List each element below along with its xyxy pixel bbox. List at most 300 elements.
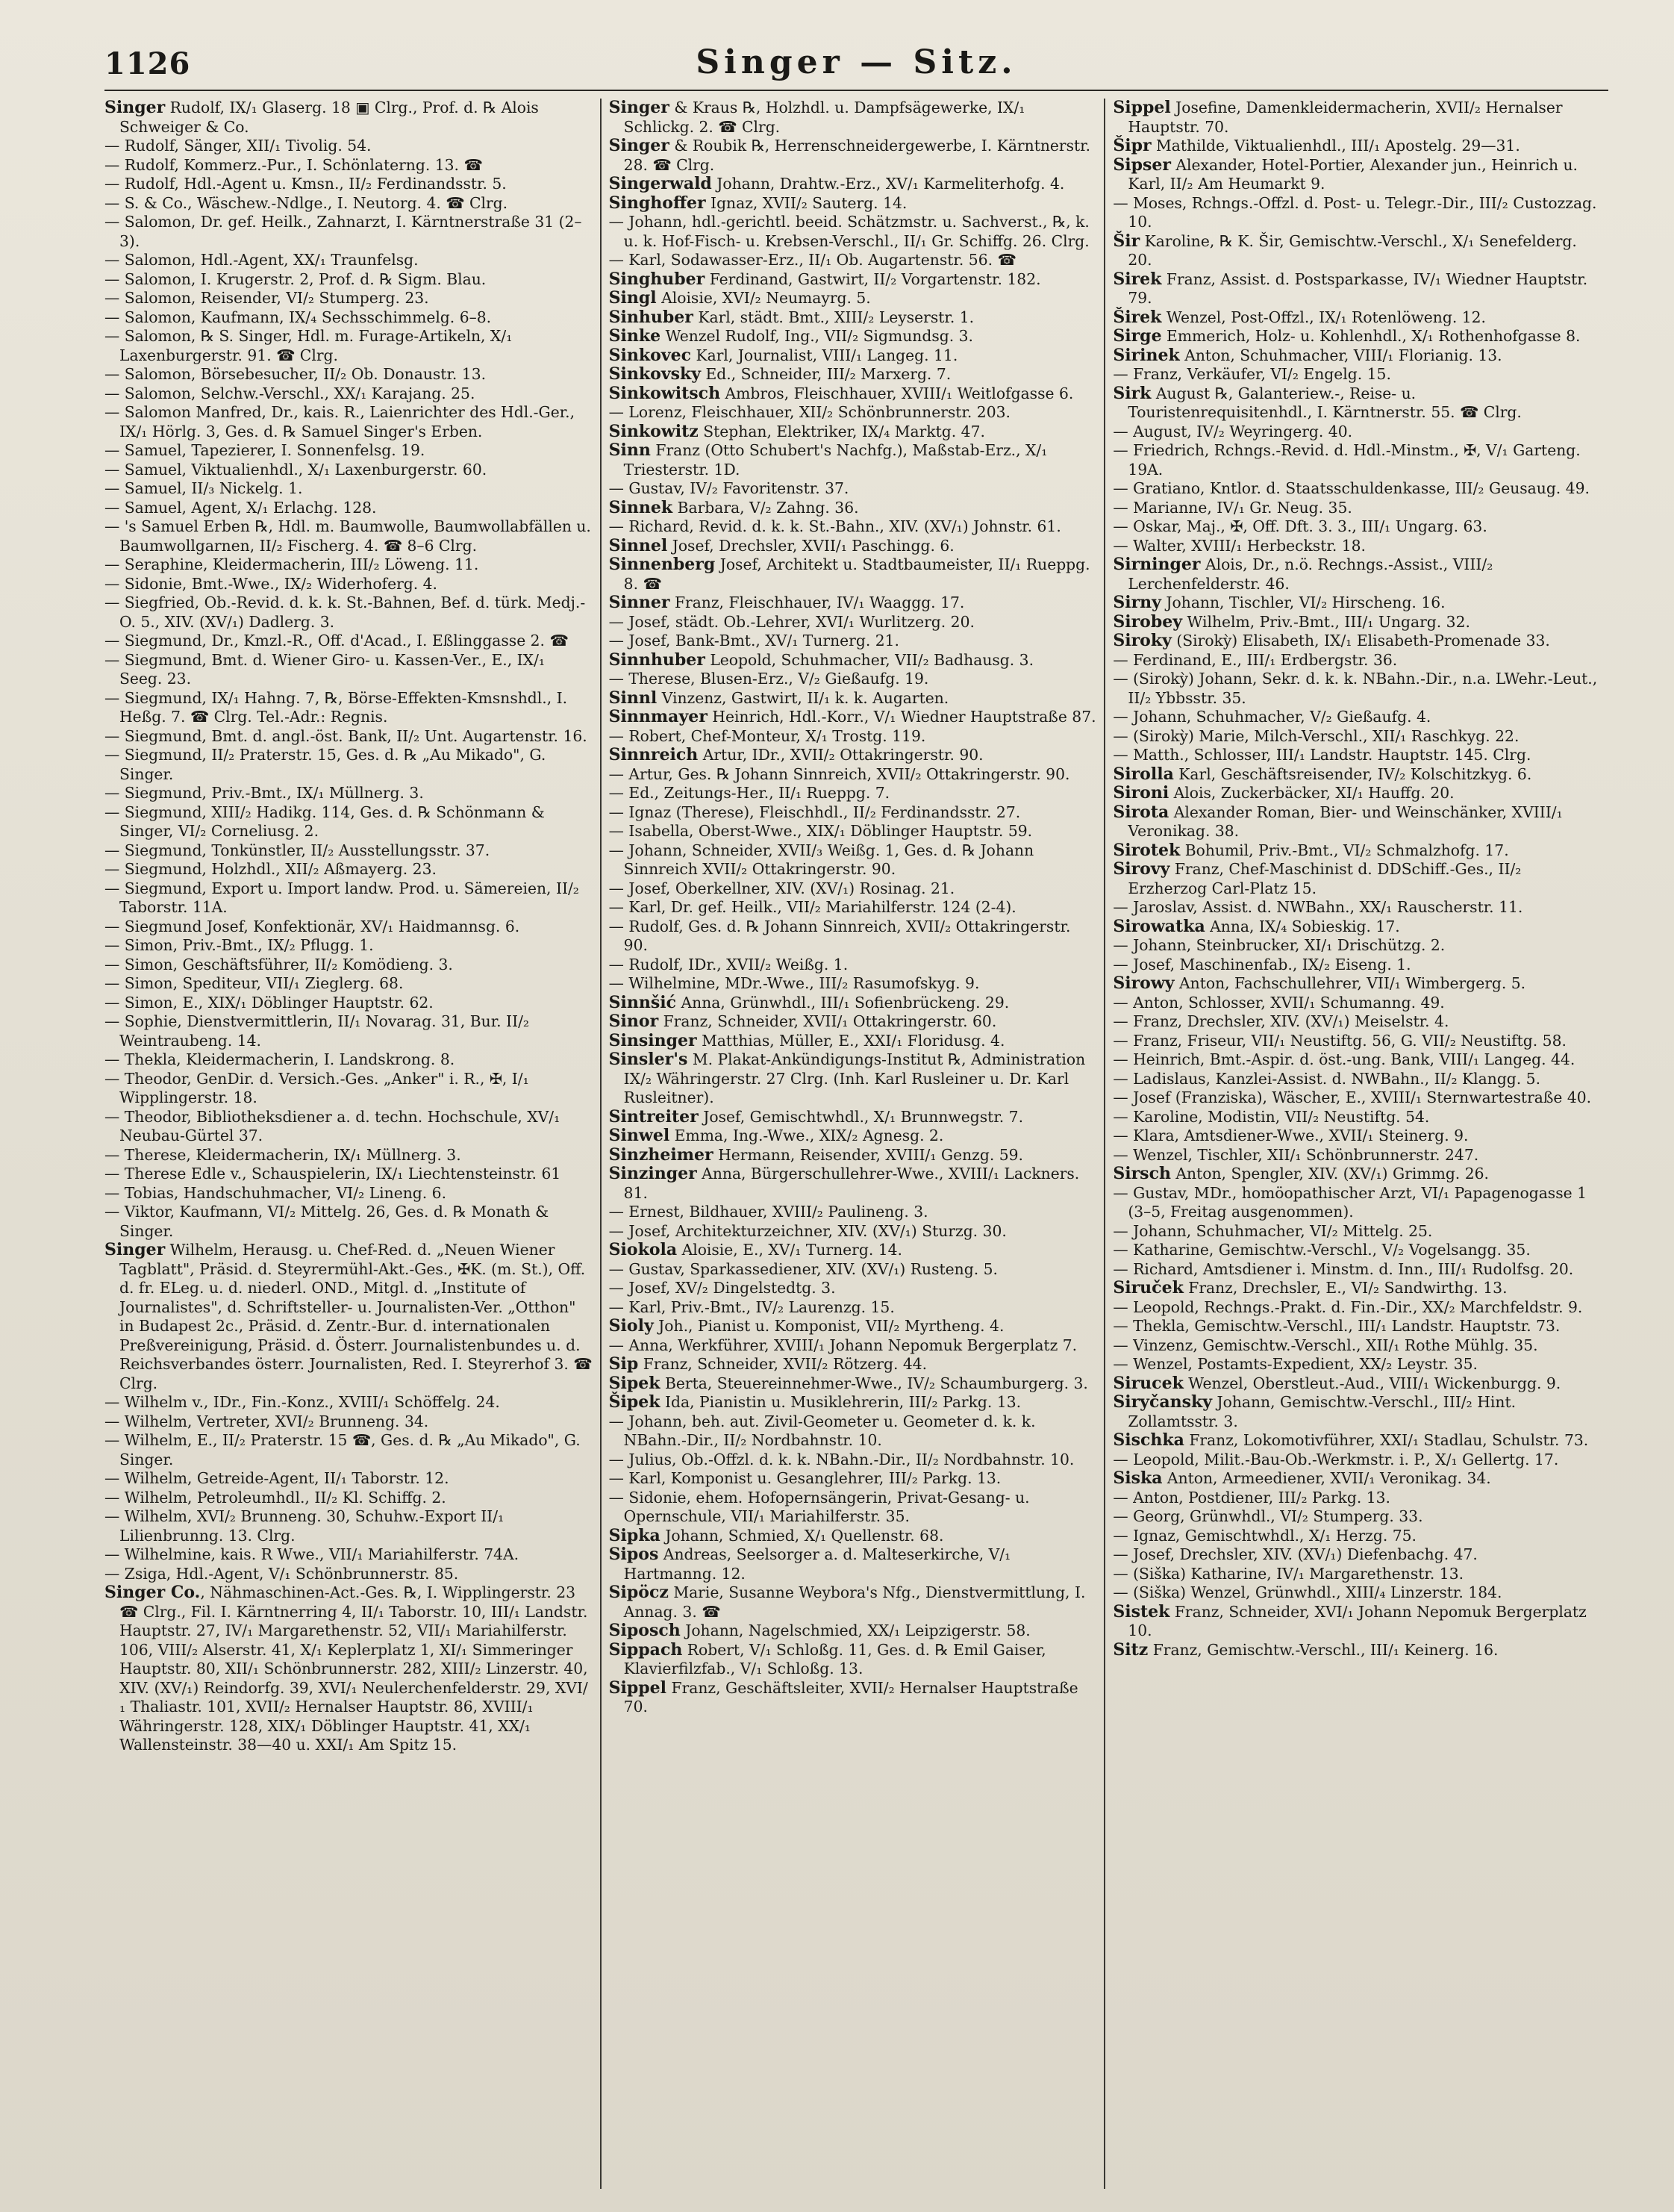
- directory-entry: [1113, 994, 1601, 1013]
- directory-entry: [1113, 327, 1601, 346]
- entry-text: Hermann, Reisender, XVIII/₁ Genzg. 59.: [713, 1145, 1023, 1164]
- entry-text: Anton, Schuhmacher, VIII/₁ Florianig. 13.: [1179, 346, 1502, 364]
- entry-surname: Sinkovec: [608, 345, 692, 365]
- entry-text: — Therese Edle v., Schauspielerin, IX/₁ Liechtensteinstr. 61: [104, 1165, 561, 1183]
- directory-entry: [609, 555, 1097, 593]
- entry-text: Franz, Schneider, XVII/₂ Rötzerg. 44.: [638, 1355, 928, 1373]
- directory-entry: [104, 441, 593, 461]
- directory-entry: [609, 441, 1097, 479]
- entry-surname: Sipos: [608, 1545, 659, 1564]
- directory-entry: [1113, 1527, 1601, 1546]
- directory-entry: [609, 1203, 1097, 1222]
- entry-text: — Gustav, IV/₂ Favoritenstr. 37.: [608, 479, 849, 497]
- directory-entry: [1113, 194, 1601, 232]
- entry-surname: Singer: [104, 1240, 166, 1259]
- entry-text: — 's Samuel Erben ℞, Hdl. m. Baumwolle, Baumwollabfällen u. Baumwollgarnen, II/₂ Fischerg. 4. ☎ 8–6 Clrg.: [104, 517, 591, 555]
- directory-entry: [104, 1431, 593, 1469]
- directory-entry: [1113, 632, 1601, 651]
- entry-text: — Wilhelm, E., II/₂ Praterstr. 15 ☎, Ges. d. ℞ „Au Mikado", G. Singer.: [104, 1431, 581, 1468]
- directory-entry: [609, 499, 1097, 518]
- entry-text: Wenzel Rudolf, Ing., VII/₂ Sigmundsg. 3.: [660, 327, 973, 345]
- entry-text: Johann, Schmied, X/₁ Quellenstr. 68.: [660, 1526, 944, 1545]
- directory-entry: [1113, 917, 1601, 937]
- entry-text: — Franz, Drechsler, XIV. (XV/₁) Meiselstr. 4.: [1113, 1012, 1449, 1030]
- entry-text: — Sidonie, Bmt.-Wwe., IX/₂ Widerhoferg. 4.: [104, 574, 437, 593]
- directory-entry: [104, 917, 593, 937]
- entry-text: Josef, Drechsler, XVII/₁ Paschingg. 6.: [667, 536, 955, 555]
- directory-entry: [104, 974, 593, 994]
- entry-text: — Georg, Grünwhdl., VI/₂ Stumperg. 33.: [1113, 1507, 1423, 1525]
- entry-text: — Karl, Dr. gef. Heilk., VII/₂ Mariahilferstr. 124 (2-4).: [608, 898, 1016, 916]
- entry-text: — Tobias, Handschuhmacher, VI/₂ Lineng. 6.: [104, 1183, 447, 1202]
- entry-text: Wenzel, Oberstleut.-Aud., VIII/₁ Wickenburgg. 9.: [1183, 1374, 1561, 1392]
- directory-entry: [609, 1298, 1097, 1318]
- entry-surname: Singer: [608, 99, 669, 117]
- directory-entry: [1113, 1108, 1601, 1127]
- entry-text: — (Sirokỳ) Marie, Milch-Verschl., XII/₁ Raschkyg. 22.: [1113, 726, 1520, 745]
- entry-text: — Salomon, Hdl.-Agent, XX/₁ Traunfelsg.: [104, 251, 419, 269]
- directory-entry: [1113, 1260, 1601, 1280]
- entry-text: — Rudolf, IDr., XVII/₂ Weißg. 1.: [608, 955, 849, 973]
- directory-entry: [609, 537, 1097, 556]
- entry-text: — Theodor, GenDir. d. Versich.-Ges. „Anker" i. R., ✠, I/₁ Wipplingerstr. 18.: [104, 1069, 529, 1106]
- directory-entry: [104, 1184, 593, 1203]
- entry-text: — (Siška) Wenzel, Grünwhdl., XIII/₄ Linzerstr. 184.: [1113, 1583, 1502, 1601]
- entry-text: Bohumil, Priv.-Bmt., VI/₂ Schmalzhofg. 17.: [1180, 841, 1509, 859]
- entry-text: , Nähmaschinen-Act.-Ges. ℞, I. Wipplingerstr. 23 ☎ Clrg., Fil. I. Kärntnerring 4, II/₁ Taborstr. 10, III/₁ Landstr. Hauptstr. 27, IV/₁ Margarethenstr. 52, VII/₁ Mariahilferstr. 106, VIII/₂ Alserstr. 41, X/₁ Keplerplatz 1, XI/₁ Simmeringer Hauptstr. 80, XII/₁ Schönbrunnerstr. 282, XIII/₂ Linzerstr. 40, XIV. (XV/₁) Reindorfg. 39, XVI/₁ Neulerchenfelderstr. 29, XVI/₁ Thaliastr. 101, XVII/₂ Hernalser Hauptstr. 86, XVIII/₁ Währingerstr. 128, XIX/₁ Döblinger Hauptstr. 41, XX/₁ Wallensteinstr. 38—40 u. XXI/₁ Am Spitz 15.: [119, 1583, 588, 1754]
- entry-text: Barbara, V/₂ Zahng. 36.: [672, 498, 859, 517]
- directory-entry: [1113, 1507, 1601, 1527]
- directory-entry: [609, 423, 1097, 442]
- directory-entry: [609, 1127, 1097, 1146]
- entry-surname: Sinzheimer: [608, 1144, 713, 1165]
- directory-entry: [609, 1374, 1097, 1394]
- entry-surname: Sirowy: [1113, 973, 1175, 993]
- directory-entry: [104, 175, 593, 194]
- directory-entry: [609, 841, 1097, 879]
- directory-entry: [609, 384, 1097, 404]
- directory-entry: [1113, 308, 1601, 328]
- entry-surname: Singerwald: [608, 174, 712, 193]
- entry-text: M. Plakat-Ankündigungs-Institut ℞, Administration IX/₂ Währingerstr. 27 Clrg. (Inh. Karl Rusleiner u. Dr. Karl Rusleitner).: [623, 1050, 1086, 1106]
- entry-text: — Wilhelm, Getreide-Agent, II/₁ Taborstr. 12.: [104, 1469, 449, 1487]
- entry-text: — Siegmund, Priv.-Bmt., IX/₁ Müllnerg. 3.: [104, 784, 424, 802]
- directory-entry: [104, 499, 593, 518]
- entry-text: — Josef, Drechsler, XIV. (XV/₁) Diefenbachg. 47.: [1113, 1545, 1478, 1563]
- directory-entry: [1113, 860, 1601, 898]
- entry-surname: Sippel: [1113, 99, 1171, 117]
- entry-surname: Sip: [608, 1354, 639, 1374]
- entry-text: Johann, Gemischtw.-Verschl., III/₂ Hint. Zollamtsstr. 3.: [1128, 1393, 1517, 1430]
- entry-surname: Sinzinger: [608, 1164, 697, 1183]
- entry-text: — Gratiano, Kntlor. d. Staatsschuldenkasse, III/₂ Geusaug. 49.: [1113, 479, 1590, 497]
- entry-surname: Sinnmayer: [608, 707, 708, 726]
- entry-surname: Sinwel: [608, 1126, 670, 1145]
- entry-text: — Rudolf, Hdl.-Agent u. Kmsn., II/₂ Ferdinandsstr. 5.: [104, 175, 507, 193]
- directory-entry: [1113, 270, 1601, 308]
- directory-entry: [609, 1317, 1097, 1336]
- directory-entry: [609, 1355, 1097, 1374]
- directory-entry: [104, 860, 593, 879]
- entry-text: — Wilhelmine, kais. R Wwe., VII/₁ Mariahilferstr. 74A.: [104, 1545, 519, 1563]
- entry-surname: Sinnhuber: [608, 649, 705, 670]
- directory-entry: [609, 974, 1097, 994]
- entry-text: August ℞, Galanteriew.-, Reise- u. Touristenrequisitenhdl., I. Kärntnerstr. 55. ☎ Clrg.: [1128, 384, 1522, 421]
- entry-surname: Sirek: [1113, 269, 1162, 289]
- directory-entry: [1113, 1583, 1601, 1603]
- directory-entry: [104, 365, 593, 384]
- entry-text: — Salomon, Selchw.-Verschl., XX/₁ Karajang. 25.: [104, 384, 475, 402]
- entry-text: — Heinrich, Bmt.-Aspir. d. öst.-ung. Bank, VIII/₁ Langeg. 44.: [1113, 1050, 1575, 1068]
- entry-text: Artur, IDr., XVII/₂ Ottakringerstr. 90.: [698, 746, 984, 764]
- entry-text: — Franz, Friseur, VII/₁ Neustiftg. 56, G. VII/₂ Neustiftg. 58.: [1113, 1031, 1567, 1050]
- entry-surname: Sipka: [608, 1525, 660, 1545]
- directory-entry: [1113, 1070, 1601, 1089]
- entry-text: — Karl, Priv.-Bmt., IV/₂ Laurenzg. 15.: [608, 1297, 895, 1316]
- entry-surname: Sinsler's: [608, 1050, 688, 1069]
- directory-entry: [1113, 1222, 1601, 1241]
- directory-entry: [1113, 1451, 1601, 1470]
- entry-surname: Sinn: [608, 440, 651, 460]
- entry-text: — Siegmund, Holzhdl., XII/₂ Aßmayerg. 23.: [104, 860, 437, 878]
- entry-text: — Richard, Revid. d. k. k. St.-Bahn., XIV. (XV/₁) Johnstr. 61.: [608, 517, 1061, 535]
- entry-text: Heinrich, Hdl.-Korr., V/₁ Wiedner Hauptstraße 87.: [707, 708, 1096, 726]
- directory-entry: [1113, 1355, 1601, 1374]
- entry-surname: Sirovy: [1113, 859, 1170, 879]
- directory-entry: [609, 651, 1097, 670]
- entry-text: Johann, Tischler, VI/₂ Hirscheng. 16.: [1161, 593, 1446, 611]
- entry-surname: Siska: [1113, 1468, 1163, 1488]
- entry-text: — Wenzel, Tischler, XII/₁ Schönbrunnerstr. 247.: [1113, 1145, 1479, 1164]
- directory-entry: [1113, 898, 1601, 917]
- entry-surname: Singer: [104, 99, 166, 117]
- entry-text: — Salomon, Börsebesucher, II/₂ Ob. Donaustr. 13.: [104, 365, 487, 383]
- directory-entry: [1113, 555, 1601, 593]
- entry-text: — Sophie, Dienstvermittlerin, II/₁ Novarag. 31, Bur. II/₂ Weintraubeng. 14.: [104, 1012, 530, 1050]
- entry-surname: Sirge: [1113, 326, 1162, 346]
- directory-entry: [104, 1012, 593, 1050]
- entry-text: Franz, Lokomotivführer, XXI/₁ Stadlau, Schulstr. 73.: [1184, 1431, 1589, 1449]
- entry-text: Franz, Schneider, XVII/₁ Ottakringerstr. 60.: [658, 1012, 997, 1030]
- entry-text: Ignaz, XVII/₂ Sauterg. 14.: [705, 193, 908, 212]
- page-header: [104, 37, 1608, 91]
- entry-surname: Sinsinger: [608, 1030, 697, 1050]
- entry-surname: Sipöcz: [608, 1583, 669, 1602]
- directory-entry: [1113, 1336, 1601, 1356]
- directory-entry: [1113, 593, 1601, 613]
- entry-text: — S. & Co., Wäschew.-Ndlge., I. Neutorg. 4. ☎ Clrg.: [104, 193, 508, 212]
- directory-entry: [1113, 1241, 1601, 1260]
- columns: [104, 99, 1608, 2189]
- entry-text: Franz, Chef-Maschinist d. DDSchiff.-Ges., II/₂ Erzherzog Carl-Platz 15.: [1128, 860, 1522, 897]
- entry-surname: Sioly: [608, 1316, 654, 1336]
- entry-text: Karl, Geschäftsreisender, IV/₂ Kolschitzkyg. 6.: [1173, 764, 1532, 783]
- entry-text: — Josef, Architekturzeichner, XIV. (XV/₁) Sturzg. 30.: [608, 1221, 1007, 1240]
- directory-entry: [104, 137, 593, 156]
- entry-text: — Oskar, Maj., ✠, Off. Dft. 3. 3., III/₁ Ungarg. 63.: [1113, 517, 1487, 535]
- directory-entry: [1113, 365, 1601, 384]
- directory-entry: [609, 1146, 1097, 1165]
- directory-entry: [104, 632, 593, 651]
- entry-surname: Singhoffer: [608, 193, 706, 213]
- directory-entry: [104, 403, 593, 441]
- directory-entry: [1113, 537, 1601, 556]
- entry-text: — Salomon, Dr. gef. Heilk., Zahnarzt, I. Kärntnerstraße 31 (2–3).: [104, 213, 582, 250]
- directory-entry: [104, 270, 593, 290]
- directory-entry: [609, 708, 1097, 727]
- directory-entry: [104, 727, 593, 747]
- entry-surname: Singl: [608, 288, 657, 308]
- directory-entry: [1113, 651, 1601, 670]
- entry-text: Franz, Geschäftsleiter, XVII/₂ Hernalser Hauptstraße 70.: [623, 1678, 1078, 1716]
- directory-entry: [609, 898, 1097, 917]
- entry-surname: Sipek: [608, 1373, 660, 1393]
- entry-text: — Simon, E., XIX/₁ Döblinger Hauptstr. 62.: [104, 993, 434, 1012]
- directory-entry: [609, 1032, 1097, 1051]
- directory-entry: [1113, 1603, 1601, 1641]
- entry-surname: Siroky: [1113, 631, 1172, 650]
- entry-surname: Siokola: [608, 1240, 678, 1259]
- entry-text: — Walter, XVIII/₁ Herbeckstr. 18.: [1113, 536, 1366, 555]
- directory-entry: [609, 194, 1097, 214]
- entry-text: — Josef, Oberkellner, XIV. (XV/₁) Rosinag. 21.: [608, 879, 955, 897]
- entry-surname: Siposch: [608, 1621, 681, 1640]
- entry-text: — Ladislaus, Kanzlei-Assist. d. NWBahn., II/₂ Klangg. 5.: [1113, 1069, 1541, 1088]
- entry-surname: Sinnl: [608, 688, 658, 708]
- entry-surname: Sinnšić: [608, 992, 677, 1012]
- entry-text: — Johann, hdl.-gerichtl. beeid. Schätzmstr. u. Sachverst., ℞, k. u. k. Hof-Fisch- u. Krebsen-Verschl., II/₁ Gr. Schiffg. 26. Clrg.: [608, 213, 1090, 250]
- directory-entry: [1113, 1088, 1601, 1108]
- entry-text: — Wilhelm v., IDr., Fin.-Konz., XVIII/₁ Schöffelg. 24.: [104, 1393, 500, 1411]
- directory-entry: [1113, 1641, 1601, 1660]
- directory-entry: [609, 1050, 1097, 1108]
- entry-surname: Sirk: [1113, 383, 1152, 403]
- entry-text: — Ernest, Bildhauer, XVIII/₂ Paulineng. 3.: [608, 1203, 928, 1221]
- directory-entry: [104, 1146, 593, 1165]
- entry-text: Vinzenz, Gastwirt, II/₁ k. k. Augarten.: [657, 688, 949, 707]
- entry-surname: Širek: [1113, 307, 1162, 327]
- directory-entry: [1113, 1393, 1601, 1431]
- entry-text: — Anna, Werkführer, XVIII/₁ Johann Nepomuk Bergerplatz 7.: [608, 1336, 1078, 1354]
- entry-surname: Sippach: [608, 1639, 683, 1660]
- entry-text: — Gustav, MDr., homöopathischer Arzt, VI/₁ Papagenogasse 1 (3–5, Freitag ausgenommen).: [1113, 1183, 1587, 1221]
- directory-entry: [1113, 99, 1601, 137]
- entry-text: — Zsiga, Hdl.-Agent, V/₁ Schönbrunnerstr. 85.: [104, 1564, 459, 1583]
- directory-entry: [609, 346, 1097, 366]
- directory-entry: [1113, 956, 1601, 975]
- directory-entry: [609, 1545, 1097, 1583]
- directory-entry: [104, 289, 593, 308]
- directory-entry: [104, 1108, 593, 1146]
- entry-text: — Klara, Amtsdiener-Wwe., XVII/₁ Steinerg. 9.: [1113, 1127, 1469, 1144]
- directory-entry: [609, 917, 1097, 956]
- entry-text: — Marianne, IV/₁ Gr. Neug. 35.: [1113, 498, 1352, 517]
- directory-entry: [609, 1451, 1097, 1470]
- directory-entry: [609, 689, 1097, 708]
- directory-entry: [1113, 156, 1601, 194]
- directory-entry: [609, 270, 1097, 290]
- entry-text: Ambros, Fleischhauer, XVIII/₁ Weitlofgasse 6.: [720, 384, 1074, 402]
- directory-entry: [1113, 727, 1601, 747]
- directory-entry: [1113, 499, 1601, 518]
- entry-text: — Siegmund, XIII/₂ Hadikg. 114, Ges. d. ℞ Schönmann & Singer, VI/₂ Corneliusg. 2.: [104, 803, 545, 840]
- entry-text: — Franz, Verkäufer, VI/₂ Engelg. 15.: [1113, 365, 1391, 383]
- directory-entry: [1113, 441, 1601, 479]
- entry-text: Robert, V/₁ Schloßg. 11, Ges. d. ℞ Emil Gaiser, Klavierfilzfab., V/₁ Schloßg. 13.: [623, 1640, 1046, 1677]
- entry-text: — Matth., Schlosser, III/₁ Landstr. Hauptstr. 145. Clrg.: [1113, 746, 1531, 764]
- entry-text: Anton, Armeediener, XVII/₁ Veronikag. 34.: [1162, 1469, 1491, 1487]
- entry-text: — August, IV/₂ Weyringerg. 40.: [1113, 422, 1353, 440]
- directory-entry: [1113, 423, 1601, 442]
- directory-entry: [104, 746, 593, 784]
- directory-entry: [1113, 1374, 1601, 1394]
- entry-text: Franz, Fleischhauer, IV/₁ Waaggg. 17.: [669, 593, 965, 611]
- entry-text: Alexander Roman, Bier- und Weinschänker, XVIII/₁ Veronikag. 38.: [1128, 803, 1563, 840]
- entry-text: — (Siška) Katharine, IV/₁ Margarethenstr. 13.: [1113, 1564, 1464, 1583]
- page-range-title: Singer — Sitz.: [696, 43, 1017, 81]
- entry-text: Wenzel, Post-Offzl., IX/₁ Rotenlöweng. 12.: [1161, 308, 1486, 326]
- entry-text: — Leopold, Milit.-Bau-Ob.-Werkmstr. i. P., X/₁ Gellertg. 17.: [1113, 1450, 1559, 1468]
- entry-text: Josef, Gemischtwhdl., X/₁ Brunnwegstr. 7.: [698, 1107, 1024, 1126]
- entry-text: (Sirokỳ) Elisabeth, IX/₁ Elisabeth-Promenade 33.: [1171, 632, 1550, 649]
- directory-entry: [609, 213, 1097, 251]
- entry-text: — Siegmund, Tonkünstler, II/₂ Ausstellungsstr. 37.: [104, 841, 490, 859]
- entry-text: Anton, Spengler, XIV. (XV/₁) Grimmg. 26.: [1170, 1165, 1489, 1183]
- entry-text: — Robert, Chef-Monteur, X/₁ Trostg. 119.: [608, 726, 926, 745]
- entry-text: — Salomon, ℞ S. Singer, Hdl. m. Furage-Artikeln, X/₁ Laxenburgerstr. 91. ☎ Clrg.: [104, 327, 513, 364]
- directory-entry: [609, 1489, 1097, 1527]
- entry-text: & Kraus ℞, Holzhdl. u. Dampfsägewerke, IX/₁ Schlickg. 2. ☎ Clrg.: [623, 99, 1025, 136]
- directory-entry: [104, 1507, 593, 1545]
- entry-text: — Thekla, Kleidermacherin, I. Landskrong. 8.: [104, 1050, 455, 1068]
- entry-text: — Josef, Maschinenfab., IX/₂ Eiseng. 1.: [1113, 955, 1411, 973]
- entry-text: Franz, Schneider, XVI/₁ Johann Nepomuk Bergerplatz 10.: [1128, 1602, 1587, 1639]
- directory-entry: [104, 517, 593, 555]
- directory-entry: [104, 1545, 593, 1565]
- directory-entry: [104, 1070, 593, 1108]
- entry-text: — Siegmund, Export u. Import landw. Prod. u. Sämereien, II/₂ Taborstr. 11A.: [104, 879, 579, 916]
- entry-surname: Sistek: [1113, 1601, 1170, 1621]
- directory-entry: [104, 194, 593, 214]
- directory-entry: [609, 1527, 1097, 1546]
- entry-text: Stephan, Elektriker, IX/₄ Marktg. 47.: [698, 422, 985, 440]
- directory-entry: [609, 994, 1097, 1013]
- entry-surname: Sirobey: [1113, 611, 1183, 632]
- directory-entry: [609, 1012, 1097, 1032]
- directory-entry: [609, 175, 1097, 194]
- directory-entry: [1113, 1146, 1601, 1165]
- entry-text: — Ignaz (Therese), Fleischhdl., II/₂ Ferdinandsstr. 27.: [608, 803, 1021, 821]
- entry-surname: Sitz: [1113, 1639, 1149, 1660]
- entry-text: — Wilhelm, Vertreter, XVI/₂ Brunneng. 34.: [104, 1412, 429, 1430]
- entry-surname: Singhuber: [608, 269, 705, 289]
- directory-entry: [1113, 232, 1601, 270]
- directory-entry: [1113, 1298, 1601, 1318]
- entry-surname: Šir: [1113, 231, 1140, 251]
- entry-text: Emmerich, Holz- u. Kohlenhdl., X/₁ Rothenhofgasse 8.: [1161, 327, 1581, 345]
- entry-text: Joh., Pianist u. Komponist, VII/₂ Myrtheng. 4.: [653, 1317, 1005, 1335]
- entry-text: Ed., Schneider, III/₂ Marxerg. 7.: [701, 365, 952, 383]
- entry-text: — Josef, städt. Ob.-Lehrer, XVI/₁ Wurlitzerg. 20.: [608, 612, 975, 631]
- directory-entry: [1113, 1050, 1601, 1070]
- directory-entry: [609, 632, 1097, 651]
- entry-text: Wilhelm, Priv.-Bmt., III/₁ Ungarg. 32.: [1182, 612, 1470, 631]
- entry-text: — Karl, Sodawasser-Erz., II/₁ Ob. Augartenstr. 56. ☎: [608, 251, 1016, 269]
- directory-entry: [104, 308, 593, 328]
- directory-entry: [609, 670, 1097, 689]
- directory-entry: [104, 555, 593, 575]
- directory-entry: [609, 289, 1097, 308]
- entry-text: Franz (Otto Schubert's Nachfg.), Maßstab-Erz., X/₁ Triesterstr. 1D.: [623, 441, 1048, 479]
- directory-entry: [1113, 1165, 1601, 1184]
- entry-text: — Isabella, Oberst-Wwe., XIX/₁ Döblinger Hauptstr. 59.: [608, 822, 1033, 840]
- directory-entry: [609, 308, 1097, 328]
- entry-text: Aloisie, XVI/₂ Neumayrg. 5.: [656, 289, 871, 307]
- entry-surname: Sirny: [1113, 593, 1161, 612]
- entry-surname: Sinkowitz: [608, 421, 699, 441]
- entry-text: — Karl, Komponist u. Gesanglehrer, III/₂ Parkg. 13.: [608, 1469, 1002, 1487]
- directory-entry: [104, 99, 593, 137]
- entry-text: — Simon, Spediteur, VII/₁ Zieglerg. 68.: [104, 974, 404, 992]
- entry-text: Franz, Drechsler, E., VI/₂ Sandwirthg. 13.: [1183, 1279, 1508, 1297]
- entry-text: — Viktor, Kaufmann, VI/₂ Mittelg. 26, Ges. d. ℞ Monath & Singer.: [104, 1203, 549, 1240]
- entry-text: — Samuel, Viktualienhdl., X/₁ Laxenburgerstr. 60.: [104, 460, 487, 479]
- entry-text: — Johann, Schuhmacher, VI/₂ Mittelg. 25.: [1113, 1221, 1433, 1240]
- directory-entry: [1113, 346, 1601, 366]
- entry-text: — Anton, Postdiener, III/₂ Parkg. 13.: [1113, 1488, 1390, 1507]
- directory-entry: [104, 784, 593, 803]
- entry-text: — Therese, Blusen-Erz., V/₂ Gießaufg. 19.: [608, 670, 929, 688]
- directory-entry: [609, 956, 1097, 975]
- entry-text: Ferdinand, Gastwirt, II/₂ Vorgartenstr. 182.: [705, 270, 1041, 288]
- entry-text: — Sidonie, ehem. Hofopernsängerin, Privat-Gesang- u. Opernschule, VII/₁ Mariahilferstr. 35.: [608, 1488, 1030, 1525]
- directory-entry: [609, 1222, 1097, 1241]
- directory-entry: [1113, 803, 1601, 841]
- directory-entry: [104, 575, 593, 594]
- entry-text: — Josef, XV/₂ Dingelstedtg. 3.: [608, 1279, 836, 1297]
- entry-text: — Simon, Geschäftsführer, II/₂ Komödieng. 3.: [104, 955, 453, 973]
- entry-text: — Siegfried, Ob.-Revid. d. k. k. St.-Bahnen, Bef. d. türk. Medj.-O. 5., XIV. (XV/₁) Dadlerg. 3.: [104, 593, 586, 631]
- entry-text: — Ed., Zeitungs-Her., II/₁ Rueppg. 7.: [608, 784, 890, 802]
- directory-entry: [609, 327, 1097, 346]
- entry-surname: Sinnreich: [608, 745, 699, 764]
- entry-surname: Sinkowitsch: [608, 383, 721, 403]
- directory-entry: [609, 1260, 1097, 1280]
- entry-text: Aloisie, E., XV/₁ Turnerg. 14.: [677, 1241, 903, 1259]
- entry-text: Franz, Gemischtw.-Verschl., III/₁ Keinerg. 16.: [1148, 1640, 1499, 1659]
- entry-surname: Šipek: [608, 1392, 660, 1412]
- directory-entry: [609, 403, 1097, 423]
- directory-entry: [104, 213, 593, 251]
- entry-text: — Artur, Ges. ℞ Johann Sinnreich, XVII/₂ Ottakringerstr. 90.: [608, 764, 1070, 783]
- entry-surname: Sinor: [608, 1012, 659, 1031]
- directory-entry: [609, 1108, 1097, 1127]
- entry-text: Rudolf, IX/₁ Glaserg. 18 ▣ Clrg., Prof. d. ℞ Alois Schweiger & Co.: [119, 99, 539, 136]
- entry-text: — Siegmund, Dr., Kmzl.-R., Off. d'Acad., I. Eßlinggasse 2. ☎: [104, 632, 569, 649]
- directory-entry: [104, 1203, 593, 1241]
- directory-entry: [1113, 1184, 1601, 1222]
- entry-text: Josef, Architekt u. Stadtbaumeister, II/₁ Rueppg. 8. ☎: [623, 555, 1090, 593]
- entry-text: Johann, Nagelschmied, XX/₁ Leipzigerstr. 58.: [680, 1621, 1031, 1639]
- entry-text: — Rudolf, Kommerz.-Pur., I. Schönlaterng. 13. ☎: [104, 155, 483, 174]
- directory-entry: [1113, 1032, 1601, 1051]
- directory-entry: [609, 137, 1097, 175]
- entry-text: — Salomon, Reisender, VI/₂ Stumperg. 23.: [104, 289, 429, 307]
- entry-text: — Karoline, Modistin, VII/₂ Neustiftg. 54.: [1113, 1107, 1430, 1126]
- directory-entry: [104, 1583, 593, 1755]
- directory-entry: [1113, 1545, 1601, 1565]
- entry-surname: Siruček: [1113, 1278, 1184, 1297]
